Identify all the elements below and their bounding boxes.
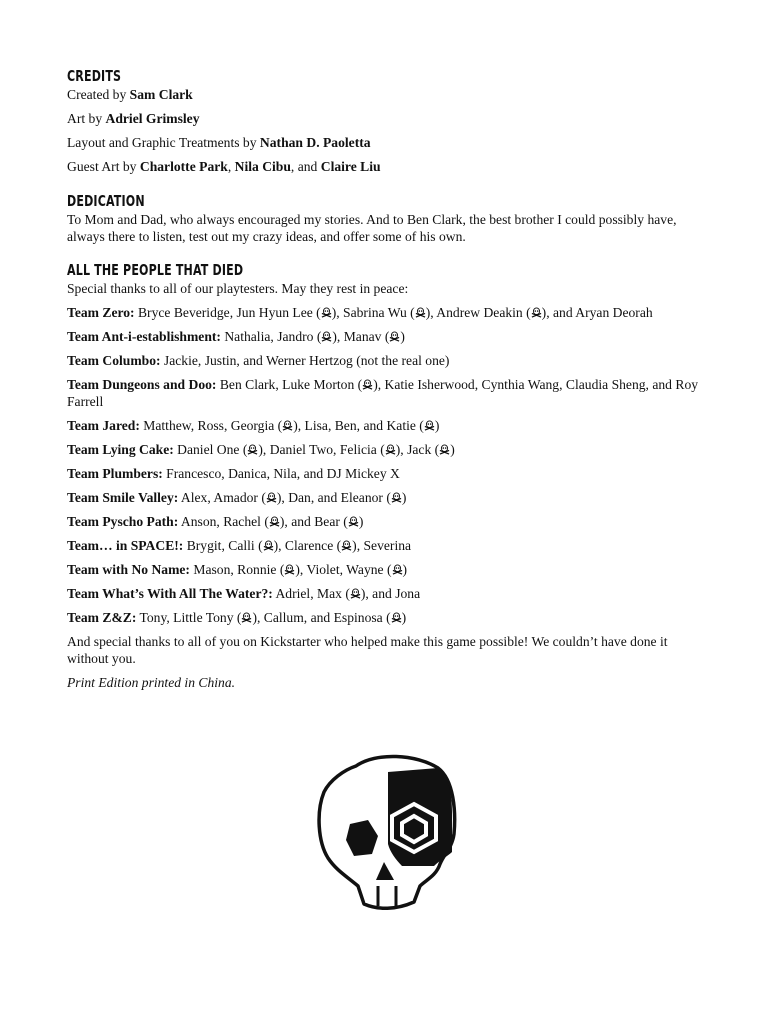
- skull-crossbones-icon: [392, 564, 403, 575]
- team-name: Team What’s With All The Water?:: [67, 585, 273, 601]
- skull-crossbones-icon: [531, 307, 542, 318]
- skull-crossbones-icon: [341, 540, 352, 551]
- dedication-heading: DEDICATION: [67, 191, 145, 210]
- skull-crossbones-icon: [362, 379, 373, 390]
- playtesters-intro: Special thanks to all of our playtesters. May they rest in peace:: [67, 280, 409, 296]
- skull-crossbones-icon: [415, 307, 426, 318]
- dedication-text: To Mom and Dad, who always encouraged my stories. And to Ben Clark, the best brother I could possibly have, always there to listen, test out my crazy ideas, and offer some of his own.: [67, 211, 677, 244]
- kickstarter-thanks: And special thanks to all of you on Kickstarter who helped make this game possible! We couldn’t have done it without you.: [67, 633, 668, 666]
- team-name: Team… in SPACE!:: [67, 537, 184, 553]
- skull-crossbones-icon: [282, 420, 293, 431]
- team-name: Team Z&Z:: [67, 609, 137, 625]
- died-heading: ALL THE PEOPLE THAT DIED: [67, 260, 244, 279]
- skull-crossbones-icon: [391, 492, 402, 503]
- team-name: Team Jared:: [67, 417, 140, 433]
- team-entry: Team Jared: Matthew, Ross, Georgia ( ), Lisa, Ben, and Katie ( ): [67, 417, 440, 433]
- credit-name: Nathan D. Paoletta: [259, 135, 371, 150]
- team-name: Team Columbo:: [67, 352, 161, 368]
- skull-crossbones-icon: [389, 331, 400, 342]
- skull-crossbones-icon: [269, 516, 280, 527]
- skull-crossbones-icon: [424, 420, 435, 431]
- team-entry: Team Ant-i-establishment: Nathalia, Jandro ( ), Manav ( ): [67, 328, 405, 344]
- credits-page: [67, 66, 707, 698]
- team-name: Team Plumbers:: [67, 465, 163, 481]
- skull-crossbones-icon: [385, 444, 396, 455]
- team-entry: Team with No Name: Mason, Ronnie ( ), Violet, Wayne ( ): [67, 561, 408, 577]
- skull-crossbones-icon: [263, 540, 274, 551]
- guest-artist-3: Claire Liu: [320, 159, 381, 174]
- team-entry: Team Smile Valley: Alex, Amador ( ), Dan, and Eleanor ( ): [67, 489, 407, 505]
- team-entry: Team Plumbers: Francesco, Danica, Nila, and DJ Mickey X: [67, 465, 400, 481]
- credits-list: [67, 86, 707, 152]
- skull-crossbones-icon: [284, 564, 295, 575]
- credit-line: Layout and Graphic Treatments by Nathan D. Paoletta: [67, 135, 371, 150]
- credit-name: Sam Clark: [129, 87, 193, 102]
- skull-crossbones-icon: [391, 612, 402, 623]
- team-name: Team Ant-i-establishment:: [67, 328, 221, 344]
- team-entry: Team… in SPACE!: Brygit, Calli ( ), Clarence ( ), Severina: [67, 537, 412, 553]
- team-entry: Team Pyscho Path: Anson, Rachel ( ), and Bear ( ): [67, 513, 364, 529]
- team-name: Team Pyscho Path:: [67, 513, 179, 529]
- team-entry: Team Zero: Bryce Beveridge, Jun Hyun Lee ( ), Sabrina Wu ( ), Andrew Deakin ( ), and Aryan Deorah: [67, 304, 653, 320]
- team-entry: Team Dungeons and Doo: Ben Clark, Luke Morton ( ), Katie Isherwood, Cynthia Wang, Claudia Sheng, and Roy Farrell: [67, 376, 699, 409]
- team-entry: Team Lying Cake: Daniel One ( ), Daniel Two, Felicia ( ), Jack ( ): [67, 441, 455, 457]
- teams-list: [67, 304, 707, 626]
- skull-crossbones-icon: [241, 612, 252, 623]
- team-entry: Team What’s With All The Water?: Adriel, Max ( ), and Jona: [67, 585, 421, 601]
- credit-line: Created by Sam Clark: [67, 87, 193, 102]
- team-name: Team with No Name:: [67, 561, 190, 577]
- skull-crossbones-icon: [247, 444, 258, 455]
- skull-logo-icon: [316, 752, 460, 910]
- print-edition-note: Print Edition printed in China.: [67, 675, 236, 690]
- skull-crossbones-icon: [350, 588, 361, 599]
- skull-crossbones-icon: [348, 516, 359, 527]
- team-name: Team Lying Cake:: [67, 441, 174, 457]
- skull-crossbones-icon: [266, 492, 277, 503]
- skull-crossbones-icon: [439, 444, 450, 455]
- guest-art-line: Guest Art by Charlotte Park, Nila Cibu, and Claire Liu: [67, 159, 381, 174]
- credit-name: Adriel Grimsley: [105, 111, 200, 126]
- credits-heading: CREDITS: [67, 67, 122, 85]
- skull-crossbones-icon: [321, 307, 332, 318]
- team-entry: Team Columbo: Jackie, Justin, and Werner Hertzog (not the real one): [67, 352, 450, 368]
- team-name: Team Dungeons and Doo:: [67, 376, 217, 392]
- team-name: Team Zero:: [67, 304, 135, 320]
- team-entry: Team Z&Z: Tony, Little Tony ( ), Callum, and Espinosa ( ): [67, 609, 407, 625]
- skull-crossbones-icon: [321, 331, 332, 342]
- guest-artist-2: Nila Cibu: [234, 159, 291, 174]
- credit-line: Art by Adriel Grimsley: [67, 111, 200, 126]
- guest-artist-1: Charlotte Park: [139, 159, 228, 174]
- team-name: Team Smile Valley:: [67, 489, 179, 505]
